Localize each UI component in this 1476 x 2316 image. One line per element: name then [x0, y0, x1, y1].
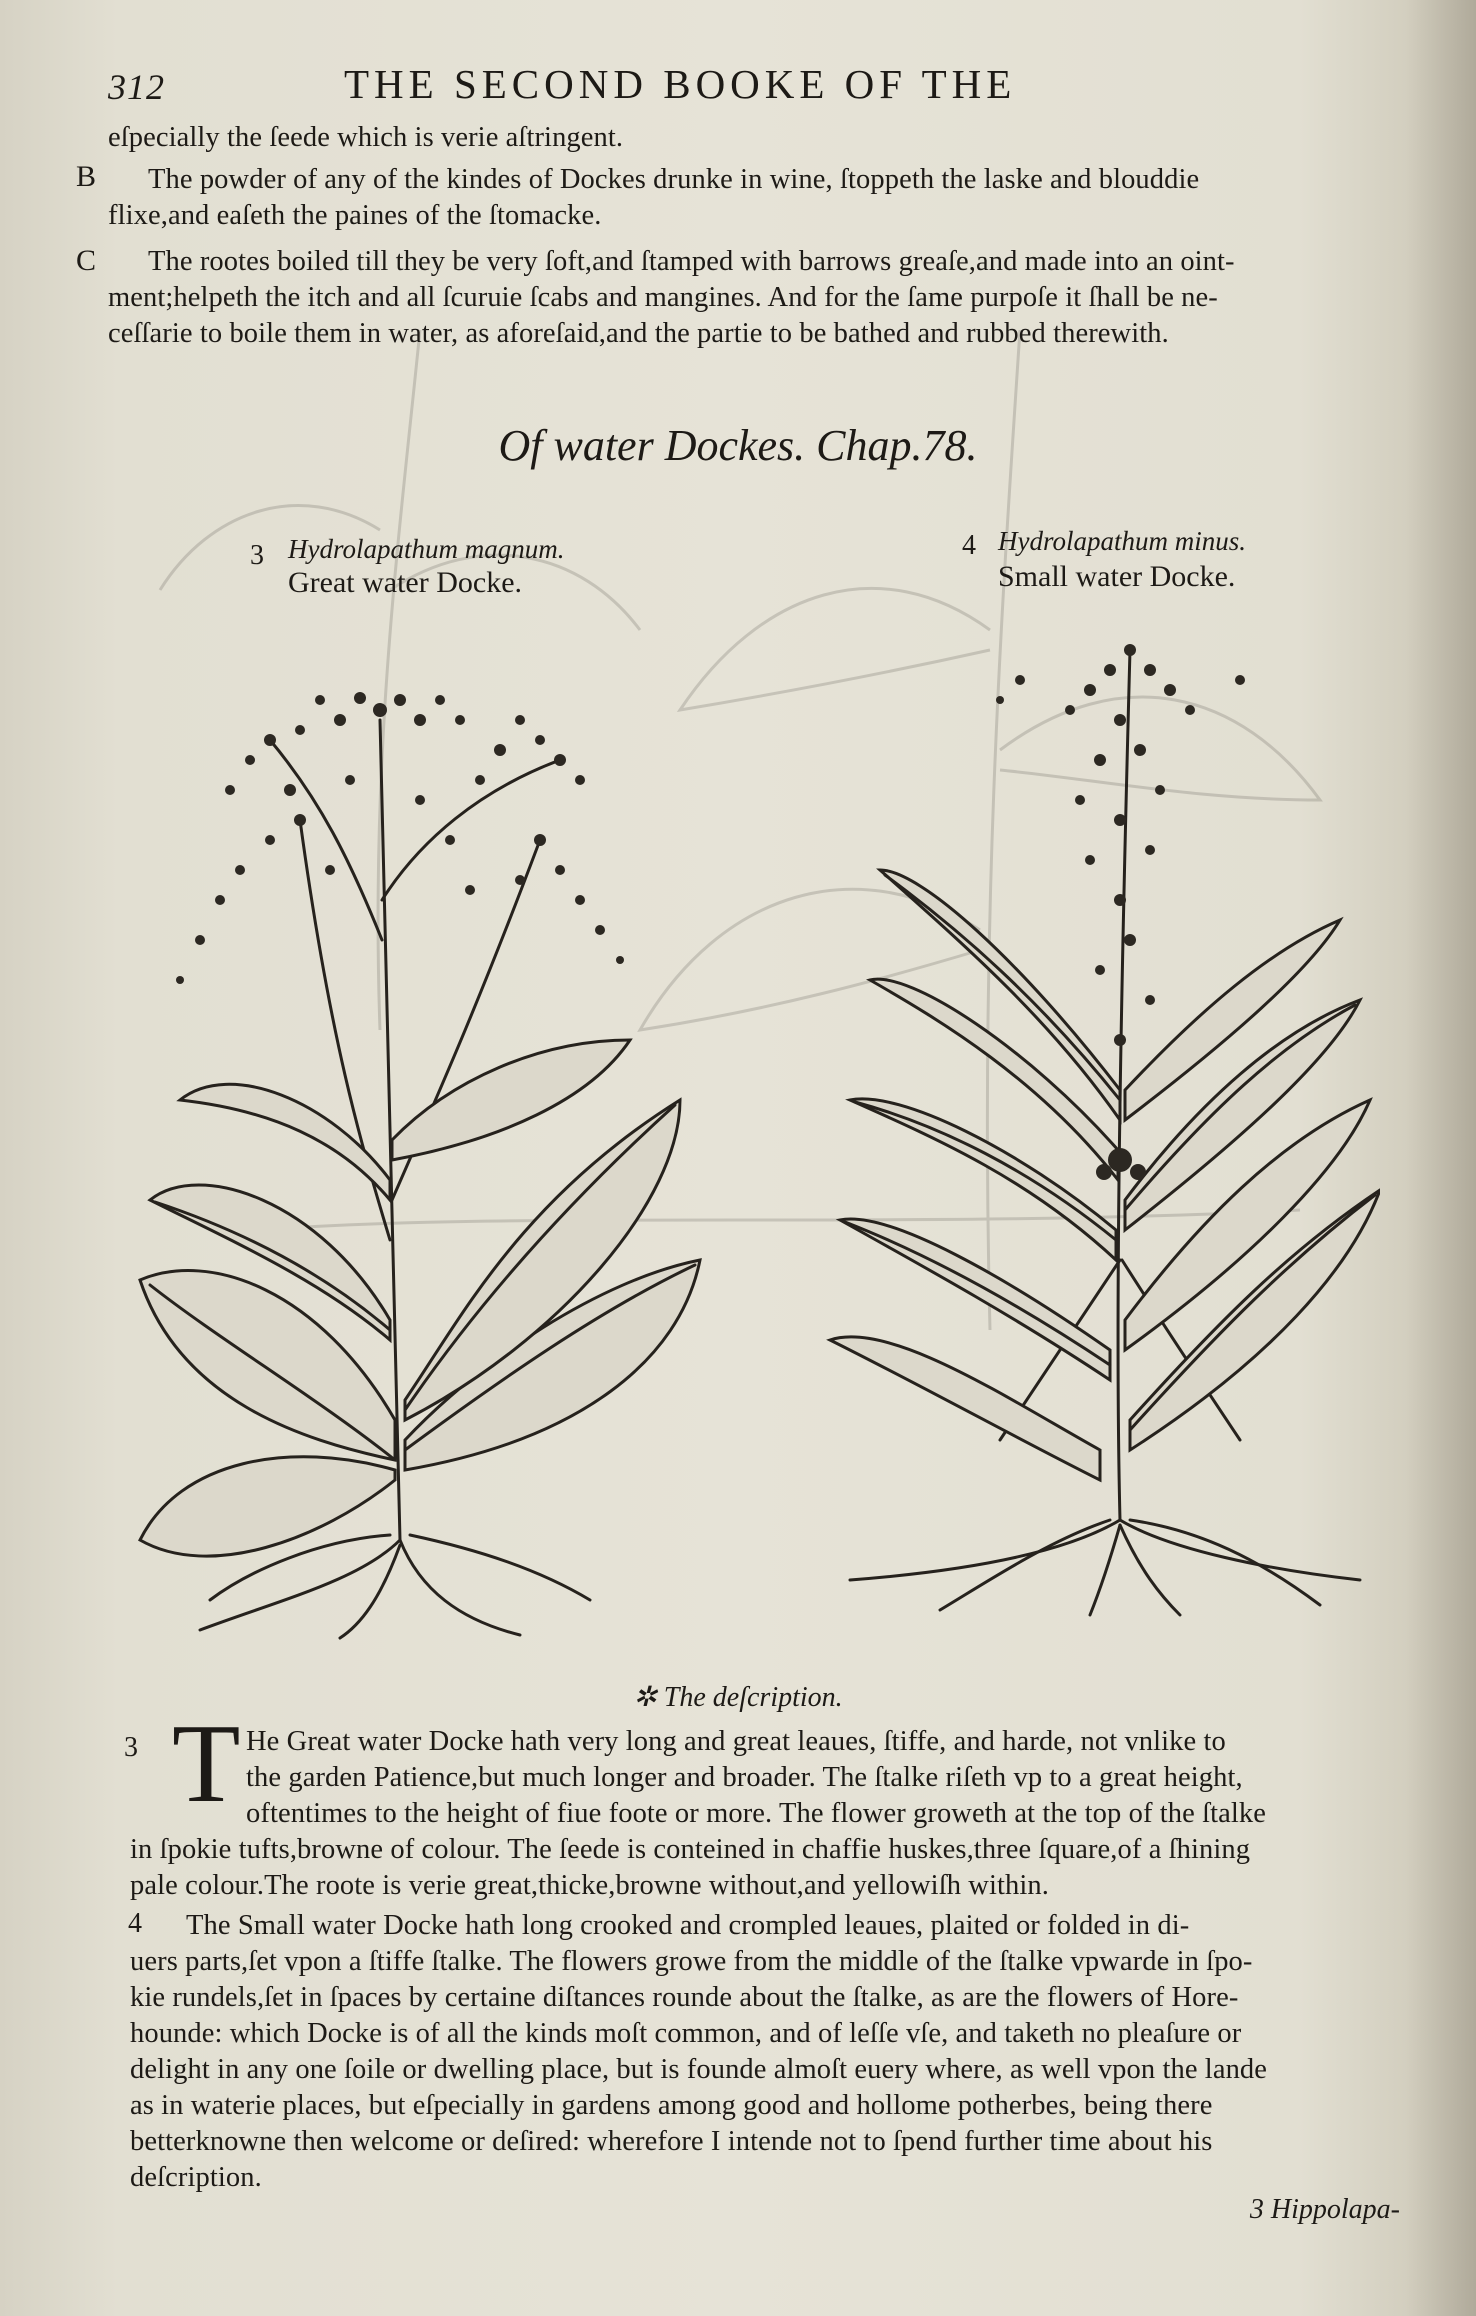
drop-cap: T: [172, 1702, 241, 1826]
paragraph-number-3: 3: [124, 1732, 138, 1763]
text-line: the garden Patience,but much longer and broader. The ſtalke riſeth vp to a great height,: [246, 1762, 1243, 1793]
text-line: ment;helpeth the itch and all ſcuruie ſcabs and mangines. And for the ſame purpoſe it ſhall be ne-: [108, 282, 1218, 313]
text-line: pale colour.The roote is verie great,thicke,browne without,and yellowiſh within.: [130, 1870, 1049, 1901]
page-header: [108, 60, 1398, 116]
text-line: The Small water Docke hath long crooked and crompled leaues, plaited or folded in di-: [186, 1910, 1190, 1941]
section-heading: ✲ The deſcription.: [633, 1682, 843, 1713]
text-line: The powder of any of the kindes of Dockes drunke in wine, ſtoppeth the laske and blouddie: [148, 164, 1200, 195]
text-line: The rootes boiled till they be very ſoft,and ſtamped with barrows greaſe,and made into an oint-: [148, 246, 1235, 277]
text-line: ceſſarie to boile them in water, as aforeſaid,and the partie to be bathed and rubbed therewith.: [108, 318, 1169, 349]
small-water-docke-woodcut: [820, 620, 1380, 1620]
text-line: as in waterie places, but eſpecially in gardens among good and hollome potherbes, being there: [130, 2090, 1213, 2121]
text-line: in ſpokie tufts,browne of colour. The ſeede is conteined in chaffie huskes,three ſquare,of a ſhining: [130, 1834, 1251, 1865]
text-line: flixe,and eaſeth the paines of the ſtomacke.: [108, 200, 602, 231]
text-line: kie rundels,ſet in ſpaces by certaine diſtances rounde about the ſtalke, as are the flowers of Hore-: [130, 1982, 1239, 2013]
text-line: eſpecially the ſeede which is verie aſtringent.: [108, 122, 624, 153]
text-line: deſcription.: [130, 2162, 262, 2193]
paragraph-number-4: 4: [128, 1908, 142, 1939]
figure-latin-name-left: Hydrolapathum magnum.: [288, 534, 565, 564]
page-number: 312: [108, 67, 165, 107]
text-line: He Great water Docke hath very long and great leaues, ſtiffe, and harde, not vnlike to: [246, 1726, 1226, 1757]
text-line: delight in any one ſoile or dwelling place, but is founde almoſt euery where, as well vpon the lande: [130, 2054, 1268, 2085]
figure-latin-name-right: Hydrolapathum minus.: [998, 526, 1246, 556]
text-line: hounde: which Docke is of all the kinds moſt common, and of leſſe vſe, and taketh no pleaſure or: [130, 2018, 1242, 2049]
figure-common-name-left: Great water Docke.: [288, 566, 523, 599]
margin-letter-b: B: [76, 160, 97, 193]
margin-letter-c: C: [76, 244, 97, 277]
chapter-title: Of water Dockes. Chap.78.: [498, 421, 978, 470]
figure-number-right: 4: [962, 530, 976, 561]
great-water-docke-woodcut: [120, 640, 710, 1640]
figure-number-left: 3: [250, 540, 264, 571]
figure-common-name-right: Small water Docke.: [998, 560, 1236, 593]
text-line: betterknowne then welcome or deſired: wherefore I intende not to ſpend further time about his: [130, 2126, 1213, 2157]
text-line: oftentimes to the height of fiue foote or more. The flower groweth at the top of the ſtalke: [246, 1798, 1267, 1829]
text-line: uers parts,ſet vpon a ſtiffe ſtalke. The flowers growe from the middle of the ſtalke vpwarde in ſpo-: [130, 1946, 1253, 1977]
running-head: THE SECOND BOOKE OF THE: [344, 61, 1017, 107]
catchword: 3 Hippolapa-: [1249, 2194, 1400, 2225]
